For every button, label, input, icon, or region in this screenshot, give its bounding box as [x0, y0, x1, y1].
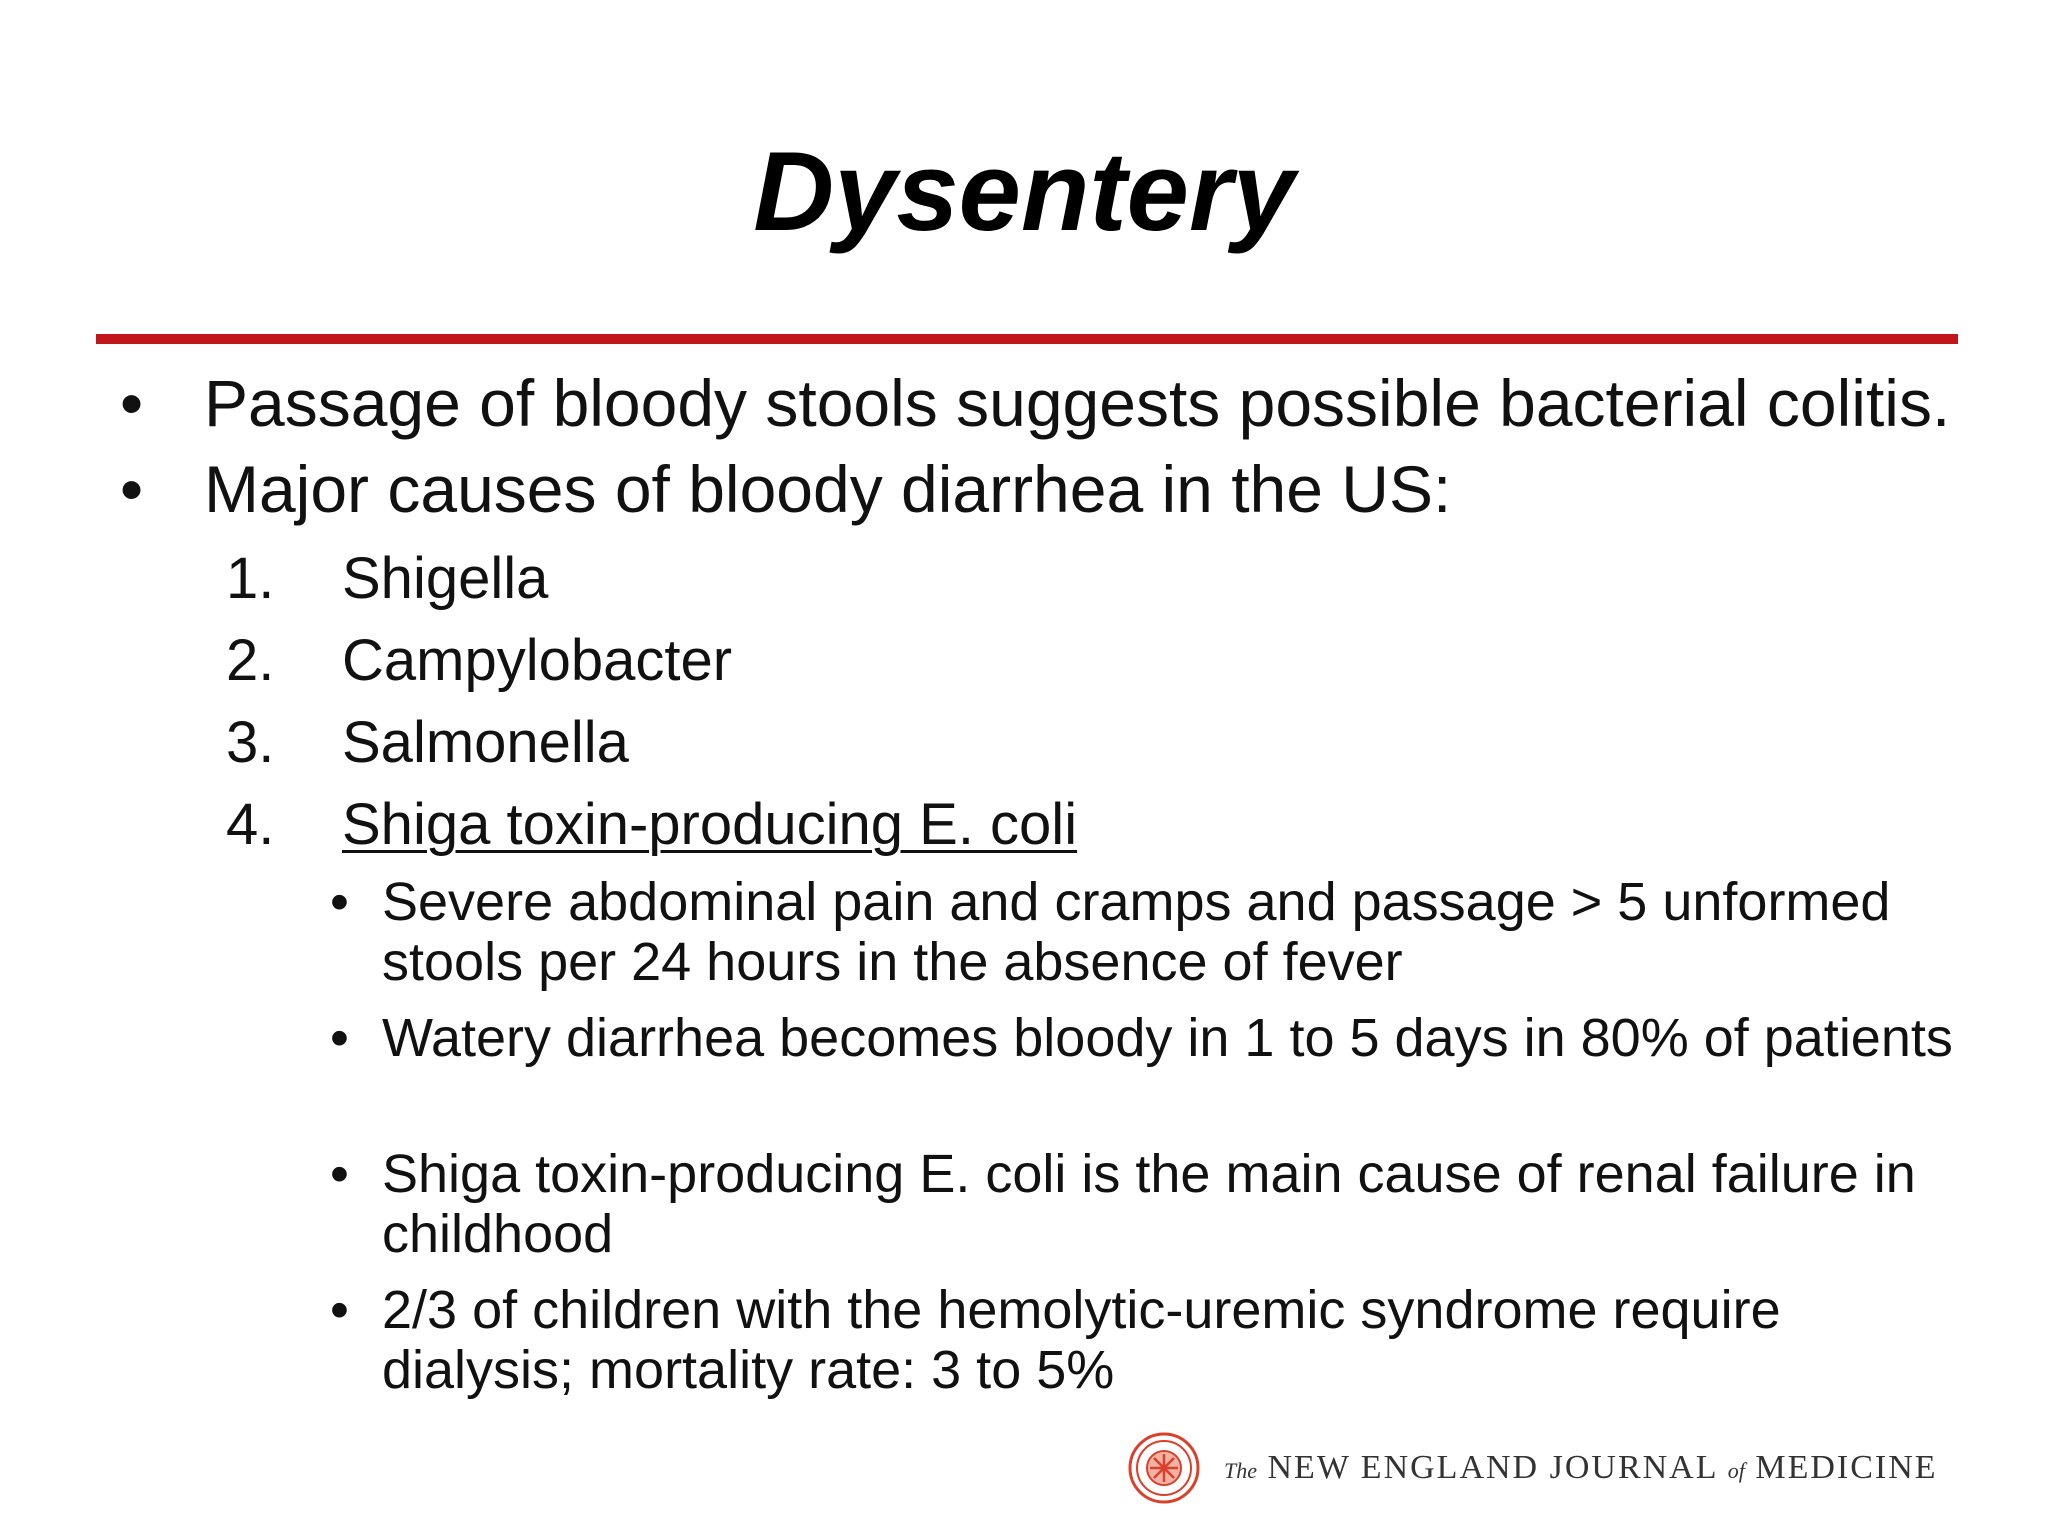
sub-bullet-icon: • [330, 1280, 349, 1340]
bullet-icon: • [120, 366, 144, 440]
item-number: 3. [226, 710, 275, 775]
item-text: Salmonella [342, 710, 629, 775]
sub-bullet-item [330, 1008, 1970, 1068]
journal-footer [1128, 1432, 1938, 1504]
sub-bullet-icon: • [330, 1008, 349, 1068]
numbered-item [226, 710, 629, 777]
sub-bullet-item [330, 1144, 1970, 1264]
bullet-item [120, 366, 1950, 442]
sub-bullet-icon: • [330, 1144, 349, 1204]
item-number: 2. [226, 628, 275, 693]
sub-bullet-item [330, 1280, 1970, 1400]
nejm-seal-icon [1128, 1432, 1200, 1504]
bullet-item [120, 452, 1451, 528]
title-divider [96, 334, 1958, 344]
sub-bullet-icon: • [330, 872, 349, 932]
sub-bullet-text: Shiga toxin-producing E. coli is the main cause of renal failure in childhood [382, 1144, 1916, 1264]
item-number: 1. [226, 546, 275, 611]
sub-bullet-text: 2/3 of children with the hemolytic-uremic syndrome require dialysis; mortality rate: 3 to 5% [382, 1280, 1781, 1400]
sub-bullet-text: Watery diarrhea becomes bloody in 1 to 5 days in 80% of patients [382, 1008, 1953, 1068]
item-text: Shiga toxin-producing E. coli [342, 792, 1078, 857]
item-text: Shigella [342, 546, 549, 611]
sub-bullet-text: Severe abdominal pain and cramps and passage > 5 unformed stools per 24 hours in the absence of fever [382, 872, 1891, 992]
numbered-item [226, 546, 548, 613]
journal-name: The NEW ENGLAND JOURNAL of MEDICINE [1224, 1449, 1938, 1486]
numbered-item [226, 628, 732, 695]
slide-title: Dysentery [753, 129, 1295, 254]
bullet-text: Passage of bloody stools suggests possible bacterial colitis. [204, 366, 1951, 440]
item-number: 4. [226, 792, 275, 857]
bullet-icon: • [120, 452, 144, 526]
numbered-item [226, 792, 1077, 859]
sub-bullet-item [330, 872, 1970, 992]
bullet-text: Major causes of bloody diarrhea in the US: [204, 452, 1452, 526]
item-text: Campylobacter [342, 628, 733, 693]
